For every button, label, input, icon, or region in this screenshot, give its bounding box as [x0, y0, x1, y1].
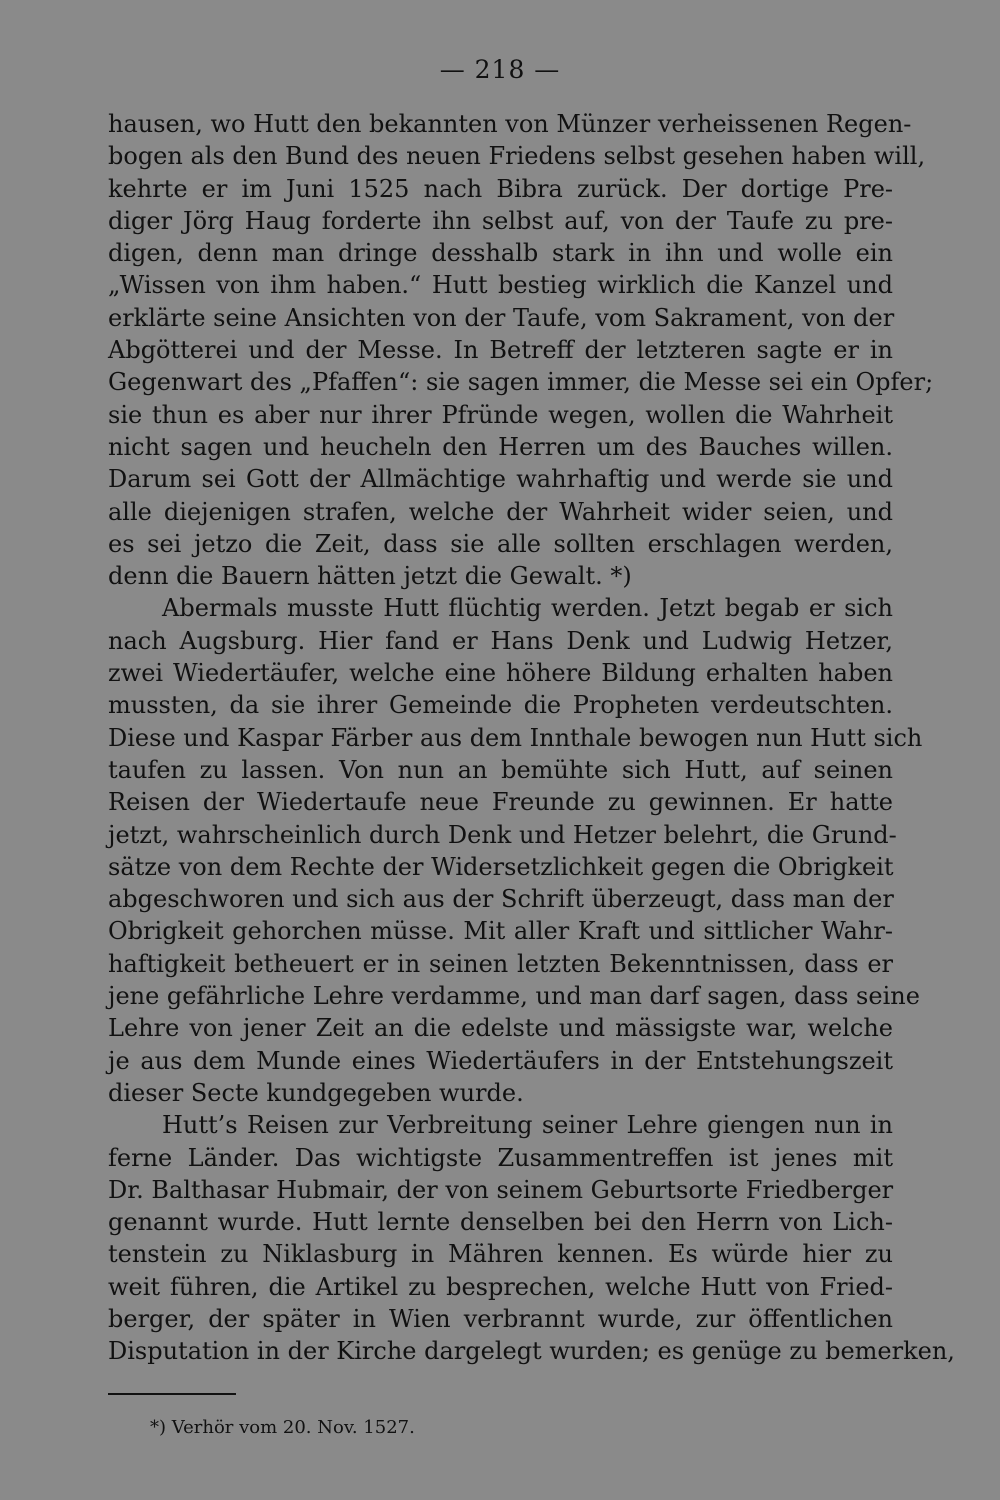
text-line: Obrigkeit gehorchen müsse. Mit aller Kraft und sittlicher Wahr- — [108, 917, 893, 946]
text-line: Lehre von jener Zeit an die edelste und mässigste war, welche — [108, 1014, 893, 1043]
text-line: kehrte er im Juni 1525 nach Bibra zurück. Der dortige Pre- — [108, 174, 893, 203]
text-line: diger Jörg Haug forderte ihn selbst auf, von der Taufe zu pre- — [108, 206, 893, 235]
text-line: „Wissen von ihm haben.“ Hutt bestieg wirklich die Kanzel und — [108, 271, 893, 300]
text-line: alle diejenigen strafen, welche der Wahrheit wider seien, und — [108, 497, 893, 526]
text-line: Abermals musste Hutt flüchtig werden. Jetzt begab er sich — [162, 594, 893, 623]
text-line: sie thun es aber nur ihrer Pfründe wegen, wollen die Wahrheit — [108, 400, 893, 429]
text-line: tenstein zu Niklasburg in Mähren kennen. Es würde hier zu — [108, 1240, 893, 1269]
text-line: ferne Länder. Das wichtigste Zusammentreffen ist jenes mit — [108, 1143, 893, 1172]
text-line: hausen, wo Hutt den bekannten von Münzer verheissenen Regen- — [108, 110, 912, 138]
text-line: Disputation in der Kirche dargelegt wurden; es genüge zu bemerken, — [108, 1337, 955, 1366]
text-line: je aus dem Munde eines Wiedertäufers in der Entstehungszeit — [108, 1046, 893, 1075]
text-line: genannt wurde. Hutt lernte denselben bei den Herrn von Lich- — [108, 1208, 893, 1237]
footnote: *) Verhör vom 20. Nov. 1527. — [150, 1417, 415, 1438]
text-line: taufen zu lassen. Von nun an bemühte sich Hutt, auf seinen — [108, 755, 893, 784]
text-line: Gegenwart des „Pfaffen“: sie sagen immer, die Messe sei ein Opfer; — [108, 368, 934, 397]
text-line: dieser Secte kundgegeben wurde. — [108, 1078, 524, 1107]
text-line: erklärte seine Ansichten von der Taufe, vom Sakrament, von der — [108, 303, 895, 332]
text-line: Reisen der Wiedertaufe neue Freunde zu gewinnen. Er hatte — [108, 788, 893, 817]
text-line: Hutt’s Reisen zur Verbreitung seiner Lehre giengen nun in — [162, 1111, 893, 1140]
text-line: weit führen, die Artikel zu besprechen, welche Hutt von Fried- — [108, 1272, 893, 1301]
text-line: haftigkeit betheuert er in seinen letzten Bekenntnissen, dass er — [108, 949, 893, 978]
text-line: bogen als den Bund des neuen Friedens selbst gesehen haben will, — [108, 142, 926, 171]
page-number: — 218 — — [439, 55, 561, 84]
text-line: Diese und Kaspar Färber aus dem Innthale bewogen nun Hutt sich — [108, 723, 923, 752]
text-line: nach Augsburg. Hier fand er Hans Denk und Ludwig Hetzer, — [108, 626, 893, 655]
footnote-separator — [108, 1393, 236, 1395]
text-line: berger, der später in Wien verbrannt wurde, zur öffentlichen — [108, 1304, 893, 1333]
text-line: sätze von dem Rechte der Widersetzlichkeit gegen die Obrigkeit — [108, 852, 894, 881]
text-line: abgeschworen und sich aus der Schrift überzeugt, dass man der — [108, 885, 894, 914]
text-line: digen, denn man dringe desshalb stark in ihn und wolle ein — [108, 239, 893, 268]
text-line: mussten, da sie ihrer Gemeinde die Propheten verdeutschten. — [108, 691, 893, 720]
text-line: nicht sagen und heucheln den Herren um des Bauches willen. — [108, 432, 893, 461]
text-line: Darum sei Gott der Allmächtige wahrhaftig und werde sie und — [108, 465, 893, 494]
text-line: zwei Wiedertäufer, welche eine höhere Bildung erhalten haben — [108, 659, 893, 688]
text-line: es sei jetzo die Zeit, dass sie alle sollten erschlagen werden, — [108, 529, 893, 558]
text-line: Abgötterei und der Messe. In Betreff der letzteren sagte er in — [108, 336, 893, 365]
text-line: jetzt, wahrscheinlich durch Denk und Hetzer belehrt, die Grund- — [108, 820, 897, 849]
text-line: denn die Bauern hätten jetzt die Gewalt. *) — [108, 562, 632, 591]
text-line: jene gefährliche Lehre verdamme, und man darf sagen, dass seine — [108, 982, 920, 1011]
text-line: Dr. Balthasar Hubmair, der von seinem Geburtsorte Friedberger — [108, 1175, 894, 1204]
body-text — [108, 108, 955, 1368]
